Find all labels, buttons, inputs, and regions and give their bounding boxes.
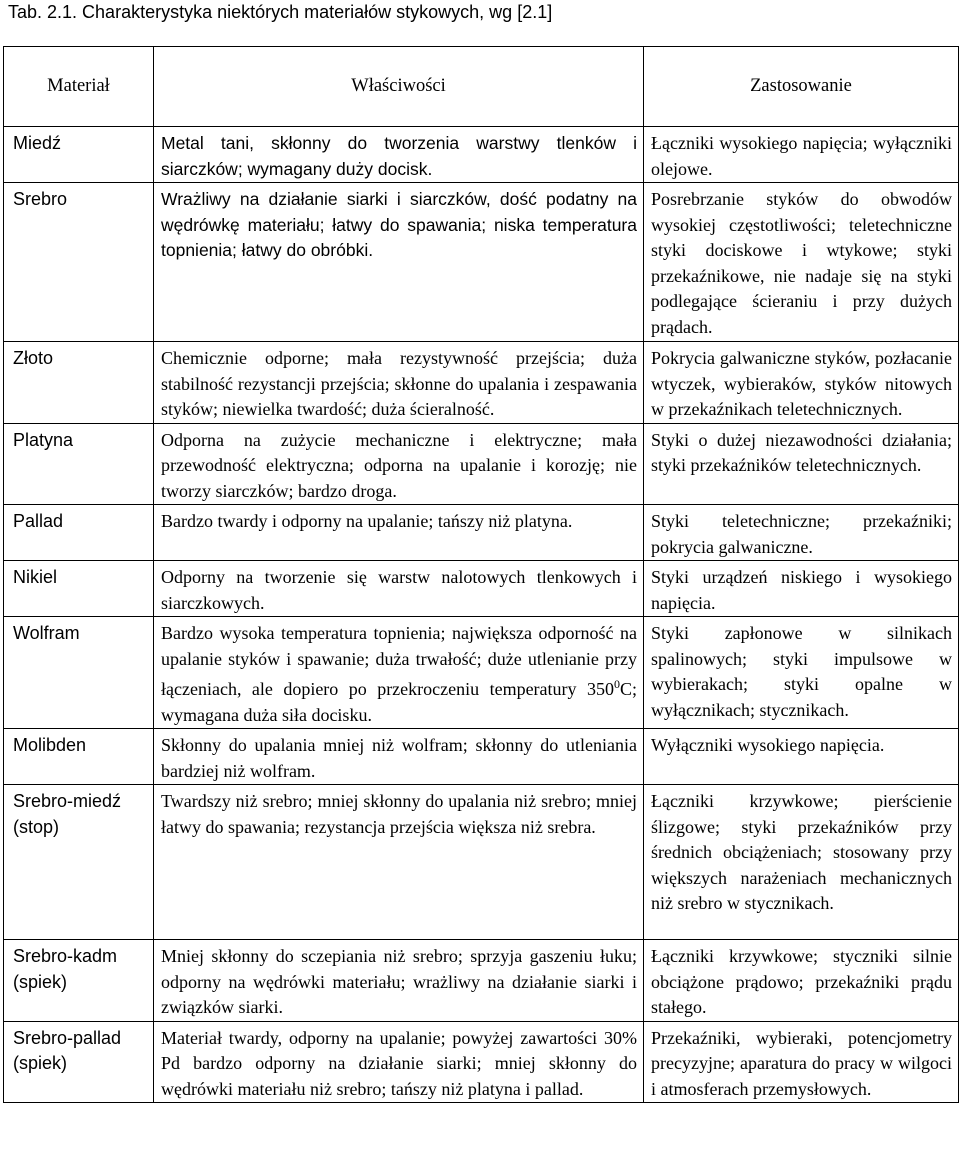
material-cell: Pallad xyxy=(4,505,154,561)
application-cell: Łączniki krzywkowe; styczniki silnie obciążone prądowo; przekaźniki prądu stałego. xyxy=(644,940,959,1022)
material-cell: Platyna xyxy=(4,423,154,505)
table-row xyxy=(4,127,959,183)
properties-cell: Odporny na tworzenie się warstw nalotowych tlenkowych i siarczkowych. xyxy=(154,561,644,617)
properties-cell: Bardzo wysoka temperatura topnienia; największa odporność na upalanie styków i spawanie; duża trwałość; duże utlenianie przy łączeniach, ale dopiero po przekroczeniu temperatury $350^0C$; wymagana duża siła docisku. xyxy=(154,617,644,729)
application-cell: Przekaźniki, wybieraki, potencjometry precyzyjne; aparatura do pracy w wilgoci i atmosferach przemysłowych. xyxy=(644,1021,959,1103)
table-row xyxy=(4,785,959,940)
properties-cell: Materiał twardy, odporny na upalanie; powyżej zawartości 30% Pd bardzo odporny na działanie siarki; mniej skłonny do wędrówki materiału niż srebro; tańszy niż platyna i pallad. xyxy=(154,1021,644,1103)
table-row xyxy=(4,505,959,561)
properties-cell: Wrażliwy na działanie siarki i siarczków, dość podatny na wędrówkę materiału; łatwy do spawania; niska temperatura topnienia; łatwy do obróbki. xyxy=(154,183,644,342)
material-cell: Srebro xyxy=(4,183,154,342)
application-cell: Wyłączniki wysokiego napięcia. xyxy=(644,729,959,785)
application-cell: Łączniki krzywkowe; pierścienie ślizgowe; styki przekaźników przy średnich obciążeniach; stosowany przy większych narażeniach mechanicznych niż srebro w stycznikach. xyxy=(644,785,959,940)
material-cell: Srebro-miedź (stop) xyxy=(4,785,154,940)
properties-cell: Twardszy niż srebro; mniej skłonny do upalania niż srebro; mniej łatwy do spawania; rezystancja przejścia większa niż srebra. xyxy=(154,785,644,940)
application-cell: Pokrycia galwaniczne styków, pozłacanie wtyczek, wybieraków, styków nitowych w przekaźnikach teletechnicznych. xyxy=(644,342,959,424)
material-cell: Złoto xyxy=(4,342,154,424)
table-row xyxy=(4,1021,959,1103)
table-row xyxy=(4,561,959,617)
material-cell: Srebro-kadm (spiek) xyxy=(4,940,154,1022)
properties-cell: Chemicznie odporne; mała rezystywność przejścia; duża stabilność rezystancji przejścia; skłonne do upalania i zespawania styków; niewielka twardość; duża ścieralność. xyxy=(154,342,644,424)
table-row xyxy=(4,940,959,1022)
superscript-zero: 0 xyxy=(613,677,620,691)
properties-cell: Metal tani, skłonny do tworzenia warstwy tlenków i siarczków; wymagany duży docisk. xyxy=(154,127,644,183)
header-material: Materiał xyxy=(4,47,154,127)
application-cell: Posrebrzanie styków do obwodów wysokiej częstotliwości; teletechniczne styki dociskowe i wtykowe; styki przekaźnikowe, nie nadaje się na styki podlegające ścieraniu i przy dużych prądach. xyxy=(644,183,959,342)
material-cell: Molibden xyxy=(4,729,154,785)
table-header-row xyxy=(4,47,959,127)
application-cell: Styki urządzeń niskiego i wysokiego napięcia. xyxy=(644,561,959,617)
table-row xyxy=(4,342,959,424)
material-cell: Miedź xyxy=(4,127,154,183)
application-cell: Styki teletechniczne; przekaźniki; pokrycia galwaniczne. xyxy=(644,505,959,561)
table-row xyxy=(4,183,959,342)
application-cell: Styki zapłonowe w silnikach spalinowych; styki impulsowe w wybierakach; styki opalne w wyłącznikach; stycznikach. xyxy=(644,617,959,729)
properties-cell: Odporna na zużycie mechaniczne i elektryczne; mała przewodność elektryczna; odporna na upalanie i korozję; nie tworzy siarczków; bardzo droga. xyxy=(154,423,644,505)
material-cell: Srebro-pallad (spiek) xyxy=(4,1021,154,1103)
table-caption: Tab. 2.1. Charakterystyka niektórych materiałów stykowych, wg [2.1] xyxy=(8,2,553,22)
materials-table xyxy=(3,46,959,1103)
properties-cell: Bardzo twardy i odporny na upalanie; tańszy niż platyna. xyxy=(154,505,644,561)
material-cell: Nikiel xyxy=(4,561,154,617)
application-cell: Łączniki wysokiego napięcia; wyłączniki olejowe. xyxy=(644,127,959,183)
properties-cell: Skłonny do upalania mniej niż wolfram; skłonny do utleniania bardziej niż wolfram. xyxy=(154,729,644,785)
table-row xyxy=(4,617,959,729)
application-cell: Styki o dużej niezawodności działania; styki przekaźników teletechnicznych. xyxy=(644,423,959,505)
table-row xyxy=(4,729,959,785)
properties-cell: Mniej skłonny do sczepiania niż srebro; sprzyja gaszeniu łuku; odporny na wędrówki materiału; wrażliwy na działanie siarki i związków siarki. xyxy=(154,940,644,1022)
table-row xyxy=(4,423,959,505)
header-properties: Właściwości xyxy=(154,47,644,127)
material-cell: Wolfram xyxy=(4,617,154,729)
header-application: Zastosowanie xyxy=(644,47,959,127)
